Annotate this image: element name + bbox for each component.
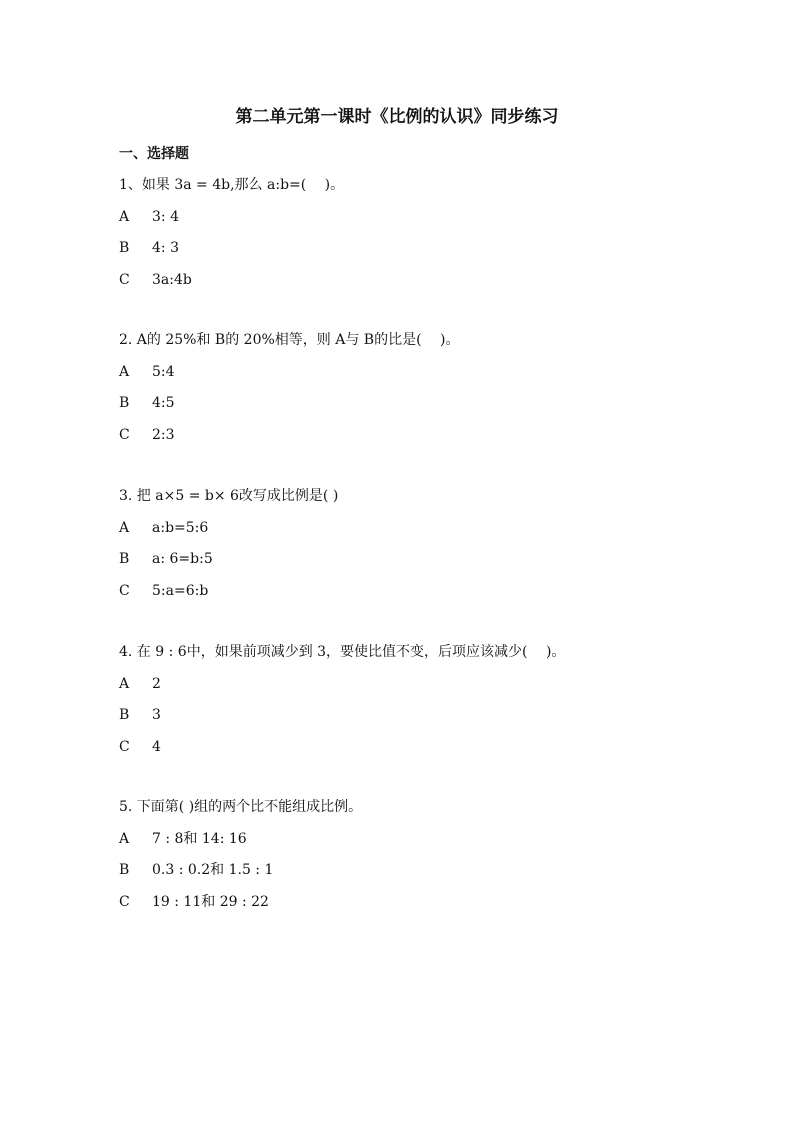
option-text: 4:5 [152, 395, 175, 411]
option-letter: B [119, 862, 130, 878]
option-letter: C [119, 893, 130, 910]
question-text: 5. 下面第( )组的两个比不能组成比例。 [119, 799, 363, 815]
option-b [119, 704, 719, 726]
option-text: 2:3 [152, 426, 175, 443]
option-letter: B [119, 707, 130, 723]
section-heading: 一、选择题 [119, 146, 189, 162]
option-a [119, 673, 719, 695]
option-text: 5:a=6:b [152, 582, 209, 599]
option-text: 3: 4 [152, 208, 179, 225]
page-title: 第二单元第一课时《比例的认识》同步练习 [235, 107, 559, 127]
option-letter: B [119, 395, 130, 411]
option-c [119, 736, 719, 758]
option-letter: C [119, 426, 130, 443]
option-a [119, 517, 719, 539]
option-text: 4 [152, 738, 161, 755]
option-b [119, 392, 719, 414]
option-text: a: 6=b:5 [152, 551, 213, 567]
option-letter: A [119, 363, 130, 380]
option-text: 4: 3 [152, 240, 179, 256]
option-text: a:b=5:6 [152, 519, 209, 536]
question-text: 1、如果 3a = 4b,那么 a:b=( )。 [119, 177, 345, 193]
option-a [119, 828, 719, 850]
option-letter: B [119, 240, 130, 256]
option-letter: A [119, 208, 130, 225]
option-text: 0.3 : 0.2和 1.5 : 1 [152, 862, 274, 878]
question-text: 3. 把 a×5 = b× 6改写成比例是( ) [119, 488, 339, 504]
question-text: 4. 在 9 : 6中，如果前项减少到 3，要使比值不变，后项应该减少( )。 [119, 644, 566, 660]
question-4 [119, 641, 719, 758]
option-letter: A [119, 830, 130, 847]
question-1 [119, 174, 719, 291]
option-text: 3 [152, 707, 161, 723]
option-a [119, 361, 719, 383]
option-b [119, 548, 719, 570]
option-b [119, 237, 719, 259]
option-text: 19 : 11和 29 : 22 [152, 893, 269, 910]
option-letter: B [119, 551, 130, 567]
option-text: 2 [152, 675, 161, 692]
option-letter: C [119, 271, 130, 288]
question-3 [119, 485, 719, 602]
option-c [119, 891, 719, 913]
option-text: 3a:4b [152, 271, 192, 288]
option-letter: A [119, 675, 130, 692]
option-letter: A [119, 519, 130, 536]
question-2 [119, 329, 719, 446]
option-c [119, 424, 719, 446]
option-text: 5:4 [152, 363, 175, 380]
option-letter: C [119, 738, 130, 755]
option-text: 7 : 8和 14: 16 [152, 830, 247, 847]
option-b [119, 859, 719, 881]
option-c [119, 269, 719, 291]
question-text: 2. A的 25%和 B的 20%相等，则 A与 B的比是( )。 [119, 332, 460, 348]
question-5 [119, 796, 719, 913]
option-a [119, 206, 719, 228]
option-c [119, 580, 719, 602]
option-letter: C [119, 582, 130, 599]
